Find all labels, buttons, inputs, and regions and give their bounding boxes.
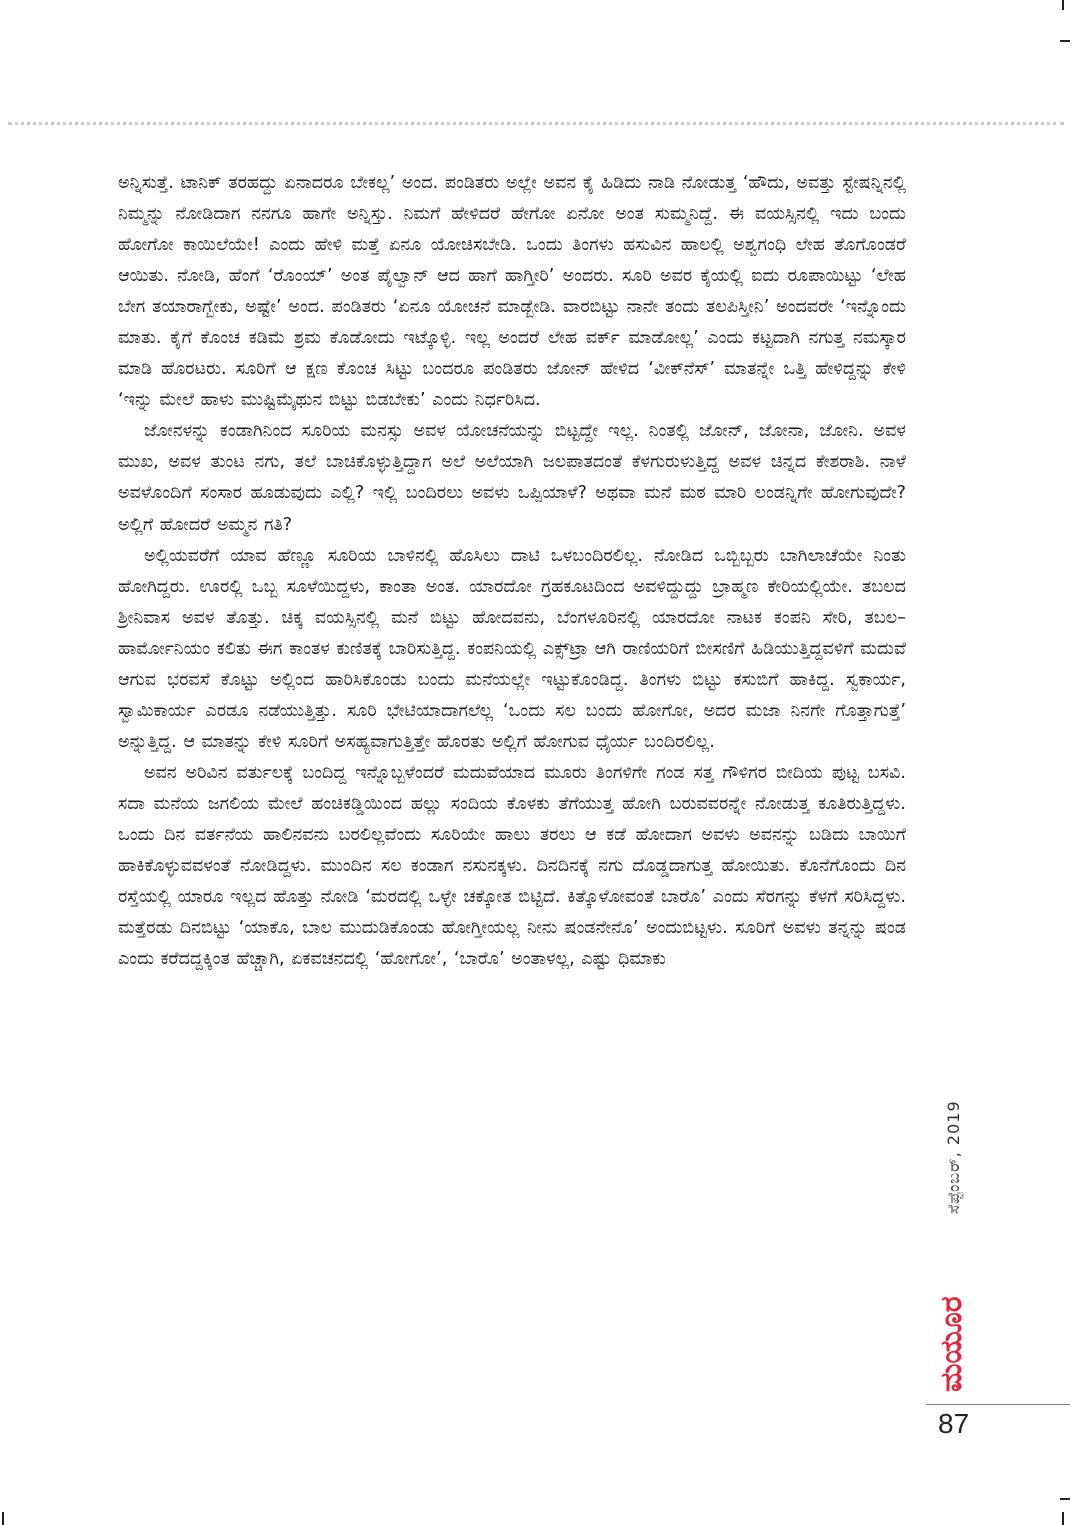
magazine-logo: ಮಯೂರ <box>934 1296 969 1392</box>
paragraph: ಅನ್ನಿಸುತ್ತೆ. ಟಾನಿಕ್ ತರಹದ್ದು ಏನಾದರೂ ಬೇಕಲ್ಲ’ ಅಂದ. ಪಂಡಿತರು ಅಲ್ಲೇ ಅವನ ಕೈ ಹಿಡಿದು ನಾಡಿ ನೋಡುತ್ತ ‘ಹೌದು, ಅವತ್ತು ಸ್ಟೇಷನ್ನಿನಲ್ಲಿ ನಿಮ್ಮನ್ನು ನೋಡಿದಾಗ ನನಗೂ ಹಾಗೇ ಅನ್ನಿಸ್ತು. ನಿಮಗೆ ಹೇಳಿದರೆ ಹೇಗೋ ಏನೋ ಅಂತ ಸುಮ್ಮನಿದ್ದೆ. ಈ ವಯಸ್ಸಿನಲ್ಲಿ ಇದು ಬಂದು ಹೋಗೋ ಕಾಯಿಲೆಯೇ! ಎಂದು ಹೇಳಿ ಮತ್ತೆ ಏನೂ ಯೋಚಿಸಬೇಡಿ. ಒಂದು ತಿಂಗಳು ಹಸುವಿನ ಹಾಲಲ್ಲಿ ಅಶ್ವಗಂಧಿ ಲೇಹ ತೊಗೊಂಡರೆ ಆಯಿತು. ನೋಡಿ, ಹೆಂಗೆ ‘ರೊಂಯ್’ ಅಂತ ಪೈಲ್ವಾನ್ ಆದ ಹಾಗೆ ಹಾಗ್ತೀರಿ’ ಅಂದರು. ಸೂರಿ ಅವರ ಕೈಯಲ್ಲಿ ಐದು ರೂಪಾಯಿಟ್ಟು ‘ಲೇಹ ಬೇಗ ತಯಾರಾಗ್ಬೇಕು, ಅಷ್ಟೇ’ ಅಂದ. ಪಂಡಿತರು ‘ಏನೂ ಯೋಚನೆ ಮಾಡ್ಬೇಡಿ. ವಾರಬಿಟ್ಟು ನಾನೇ ತಂದು ತಲಪಿಸ್ತೀನಿ’ ಅಂದವರೇ ‘ಇನ್ನೊಂದು ಮಾತು. ಕೈಗೆ ಕೊಂಚ ಕಡಿಮೆ ಶ್ರಮ ಕೊಡೋದು ಇಟ್ಕೊಳ್ಳಿ. ಇಲ್ಲ ಅಂದರೆ ಲೇಹ ವರ್ಕ್ ಮಾಡೋಲ್ಲ’ ಎಂದು ಕಟ್ಟದಾಗಿ ನಗುತ್ತ ನಮಸ್ಕಾರ ಮಾಡಿ ಹೊರಟರು. ಸೂರಿಗೆ ಆ ಕ್ಷಣ ಕೊಂಚ ಸಿಟ್ಟು ಬಂದರೂ ಪಂಡಿತರು ಜೋನ್ ಹೇಳಿದ ‘ವೀಕ್‌ನೆಸ್’ ಮಾತನ್ನೇ ಒತ್ತಿ ಹೇಳಿದ್ದನ್ನು ಕೇಳಿ ‘ಇನ್ನು ಮೇಲೆ ಹಾಳು ಮುಷ್ಟಿಮೈಥುನ ಬಿಟ್ಟು ಬಿಡಬೇಕು’ ಎಂದು ನಿರ್ಧರಿಸಿದ. <box>118 173 906 411</box>
crop-mark-top-right <box>1062 0 1064 10</box>
header-dotted-rule <box>8 122 1064 125</box>
paragraph: ಅಲ್ಲಿಯವರೆಗೆ ಯಾವ ಹೆಣ್ಣೂ ಸೂರಿಯ ಬಾಳಿನಲ್ಲಿ ಹೊಸಿಲು ದಾಟಿ ಒಳಬಂದಿರಲಿಲ್ಲ. ನೋಡಿದ ಒಬ್ಬಿಬ್ಬರು ಬಾಗಿಲಾಚೆಯೇ ನಿಂತು ಹೋಗಿದ್ದರು. ಊರಲ್ಲಿ ಒಬ್ಬ ಸೂಳೆಯಿದ್ದಳು, ಕಾಂತಾ ಅಂತ. ಯಾರದೋ ಗ್ರಹಕೂಟದಿಂದ ಅವಳಿದ್ದುದ್ದು ಬ್ರಾಹ್ಮಣ ಕೇರಿಯಲ್ಲಿಯೇ. ತಬಲದ ಶ್ರೀನಿವಾಸ ಅವಳ ತೊತ್ತು. ಚಿಕ್ಕ ವಯಸ್ಸಿನಲ್ಲಿ ಮನೆ ಬಿಟ್ಟು ಹೋದವನು, ಬೆಂಗಳೂರಿನಲ್ಲಿ ಯಾರದೋ ನಾಟಕ ಕಂಪನಿ ಸೇರಿ, ತಬಲ–ಹಾರ್ಮೋನಿಯಂ ಕಲಿತು ಈಗ ಕಾಂತಳ ಕುಣಿತಕ್ಕೆ ಬಾರಿಸುತ್ತಿದ್ದ. ಕಂಪನಿಯಲ್ಲಿ ಎಕ್ಸ್‌ಟ್ರಾ ಆಗಿ ರಾಣಿಯರಿಗೆ ಬೀಸಣಿಗೆ ಹಿಡಿಯುತ್ತಿದ್ದವಳಿಗೆ ಮದುವೆ ಆಗುವ ಭರವಸೆ ಕೊಟ್ಟು ಅಲ್ಲಿಂದ ಹಾರಿಸಿಕೊಂಡು ಬಂದು ಮನೆಯಲ್ಲೇ ಇಟ್ಟುಕೊಂಡಿದ್ದ. ತಿಂಗಳು ಬಿಟ್ಟು ಕಸುಬಿಗೆ ಹಾಕಿದ್ದ. ಸ್ವಕಾರ್ಯ, ಸ್ವಾಮಿಕಾರ್ಯ ಎರಡೂ ನಡೆಯುತ್ತಿತ್ತು. ಸೂರಿ ಭೇಟಿಯಾದಾಗಲೆಲ್ಲ ‘ಒಂದು ಸಲ ಬಂದು ಹೋಗೋ, ಅದರ ಮಜಾ ನಿನಗೇ ಗೊತ್ತಾಗುತ್ತೆ’ ಅನ್ನುತ್ತಿದ್ದ. ಆ ಮಾತನ್ನು ಕೇಳಿ ಸೂರಿಗೆ ಅಸಹ್ಯವಾಗುತ್ತಿತ್ತೇ ಹೊರತು ಅಲ್ಲಿಗೆ ಹೋಗುವ ಧೈರ್ಯ ಬಂದಿರಲಿಲ್ಲ. <box>118 545 906 752</box>
article-body <box>118 168 906 975</box>
crop-mark-bottom-left <box>2 1512 4 1525</box>
folio-rule <box>926 1404 1070 1405</box>
page-number: 87 <box>938 1408 970 1439</box>
crop-mark-right-upper <box>1060 40 1070 42</box>
crop-mark-bottom-right <box>1062 1512 1064 1525</box>
crop-mark-right-lower <box>1060 1498 1070 1500</box>
paragraph: ಅವನ ಅರಿವಿನ ವರ್ತುಲಕ್ಕೆ ಬಂದಿದ್ದ ಇನ್ನೊಬ್ಬಳೆಂದರೆ ಮದುವೆಯಾದ ಮೂರು ತಿಂಗಳಿಗೇ ಗಂಡ ಸತ್ತ ಗೌಳಿಗರ ಬೀದಿಯ ಪುಟ್ಟ ಬಸವಿ. ಸದಾ ಮನೆಯ ಜಗಲಿಯ ಮೇಲೆ ಹಂಚಿಕಡ್ಡಿಯಿಂದ ಹಲ್ಲು ಸಂದಿಯ ಕೊಳಕು ತೆಗೆಯುತ್ತ ಹೋಗಿ ಬರುವವರನ್ನೇ ನೋಡುತ್ತ ಕೂತಿರುತ್ತಿದ್ದಳು. ಒಂದು ದಿನ ವರ್ತನೆಯ ಹಾಲಿನವನು ಬರಲಿಲ್ಲವೆಂದು ಸೂರಿಯೇ ಹಾಲು ತರಲು ಆ ಕಡೆ ಹೋದಾಗ ಅವಳು ಅವನನ್ನು ಬಡಿದು ಬಾಯಿಗೆ ಹಾಕಿಕೊಳ್ಳುವವಳಂತೆ ನೋಡಿದ್ದಳು. ಮುಂದಿನ ಸಲ ಕಂಡಾಗ ನಸುನಕ್ಕಳು. ದಿನದಿನಕ್ಕೆ ನಗು ದೊಡ್ಡದಾಗುತ್ತ ಹೋಯಿತು. ಕೊನೆಗೊಂದು ದಿನ ರಸ್ತೆಯಲ್ಲಿ ಯಾರೂ ಇಲ್ಲದ ಹೊತ್ತು ನೋಡಿ ‘ಮರದಲ್ಲಿ ಒಳ್ಳೇ ಚಕ್ಕೋತ ಬಿಟ್ಟಿದೆ. ಕಿತ್ಕೊಳೋವಂತೆ ಬಾರೊ’ ಎಂದು ಸೆರಗನ್ನು ಕೆಳಗೆ ಸರಿಸಿದ್ದಳು. ಮತ್ತೆರಡು ದಿನಬಿಟ್ಟು ‘ಯಾಕೊ, ಬಾಲ ಮುದುಡಿಕೊಂಡು ಹೋಗ್ತೀಯಲ್ಲ ನೀನು ಷಂಡನೇನೊ’ ಅಂದುಬಿಟ್ಟಳು. ಸೂರಿಗೆ ಅವಳು ತನ್ನನ್ನು ಷಂಡ ಎಂದು ಕರೆದದ್ದಕ್ಕಿಂತ ಹೆಚ್ಚಾಗಿ, ಏಕವಚನದಲ್ಲಿ ‘ಹೋಗೋ’, ‘ಬಾರೊ’ ಅಂತಾಳಲ್ಲ, ಎಷ್ಟು ಧಿಮಾಕು <box>118 762 906 970</box>
issue-date: ಸೆಪ್ಟೆಂಬರ್, 2019 <box>944 1100 963 1214</box>
paragraph: ಜೋನಳನ್ನು ಕಂಡಾಗಿನಿಂದ ಸೂರಿಯ ಮನಸ್ಸು ಅವಳ ಯೋಚನೆಯನ್ನು ಬಿಟ್ಟದ್ದೇ ಇಲ್ಲ. ನಿಂತಲ್ಲಿ ಜೋನ್, ಜೋನಾ, ಜೋನಿ. ಅವಳ ಮುಖ, ಅವಳ ತುಂಟ ನಗು, ತಲೆ ಬಾಚಿಕೊಳ್ಳುತ್ತಿದ್ದಾಗ ಅಲೆ ಅಲೆಯಾಗಿ ಜಲಪಾತದಂತೆ ಕೆಳಗುರುಳುತ್ತಿದ್ದ ಅವಳ ಚಿನ್ನದ ಕೇಶರಾಶಿ. ನಾಳೆ ಅವಳೊಂದಿಗೆ ಸಂಸಾರ ಹೂಡುವುದು ಎಲ್ಲಿ? ಇಲ್ಲಿ ಬಂದಿರಲು ಅವಳು ಒಪ್ಪಿಯಾಳೆ? ಅಥವಾ ಮನೆ ಮಠ ಮಾರಿ ಲಂಡನ್ನಿಗೇ ಹೋಗುವುದೇ? ಅಲ್ಲಿಗೆ ಹೋದರೆ ಅಮ್ಮನ ಗತಿ? <box>118 421 906 535</box>
